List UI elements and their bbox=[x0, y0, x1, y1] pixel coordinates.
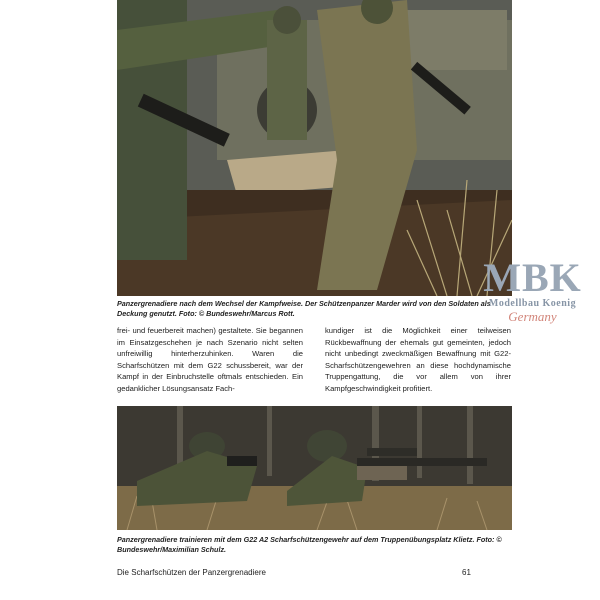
photo-g22-sniper-training bbox=[117, 406, 512, 530]
watermark-germany-text: Germany bbox=[508, 309, 557, 324]
mbk-watermark-logo bbox=[470, 255, 595, 338]
running-footer-title: Die Scharfschützen der Panzergrenadiere bbox=[117, 568, 266, 577]
watermark-mbk-text: MBK bbox=[483, 255, 582, 300]
body-text-right-column: kundiger ist die Möglichkeit einer teilweisen Rückbewaffnung der ehemals gut gemeinten, jedoch nicht unbedingt zweckmäßigen Bewaffnung mit G22-Scharfschützengewehren an diese hochdynamische Truppengattung, die vor allem von ihrer Kampfgeschwindigkeit profitiert. bbox=[325, 326, 511, 393]
watermark-modellbau-text: Modellbau Koenig bbox=[488, 298, 577, 309]
page-number: 61 bbox=[462, 568, 471, 577]
body-text-left-column: frei- und feuerbereit machen) gestaltete. Sie begannen im Einsatzgeschehen je nach Szenario nicht selten unfreiwillig hinterherzuhinken. Waren die Scharfschützen mit dem G22 schussbereit, war der Kampf in der Einbruchstelle oftmals entschieden. Ein gedanklicher Lösungsansatz Fach- bbox=[117, 326, 303, 393]
photo-panzergrenadiere-marder bbox=[117, 0, 512, 296]
photo-2-illustration bbox=[117, 406, 512, 530]
photo-1-illustration bbox=[117, 0, 512, 296]
photo-caption-bottom: Panzergrenadiere trainieren mit dem G22 A2 Scharfschützengewehr auf dem Truppenübungsplatz Klietz. Foto: © Bundeswehr/Maximilian Schulz. bbox=[117, 535, 502, 554]
photo-caption-top: Panzergrenadiere nach dem Wechsel der Kampfweise. Der Schützenpanzer Marder wird von den Soldaten als Deckung genutzt. Foto: © Bundeswehr/Marcus Rott. bbox=[117, 299, 491, 318]
